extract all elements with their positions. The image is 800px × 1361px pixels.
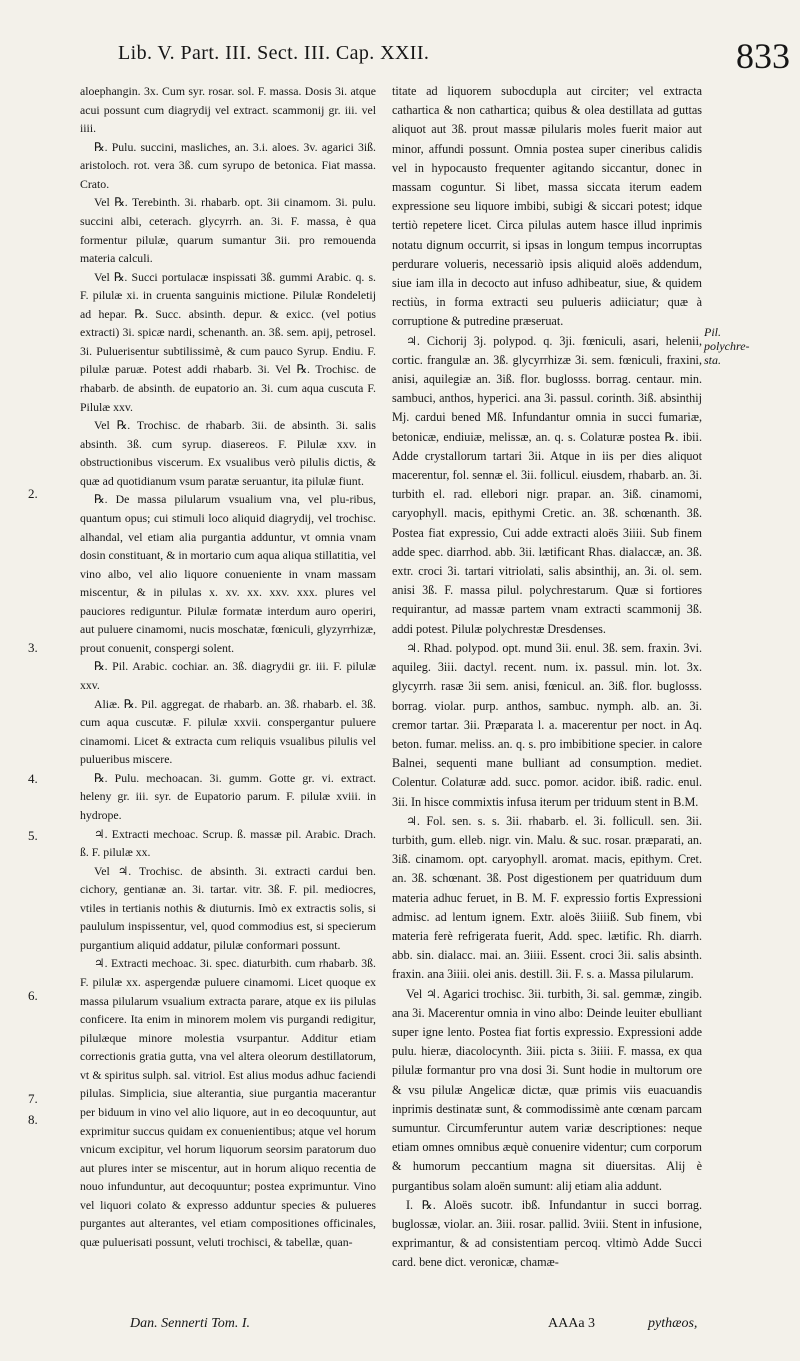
paragraph: ♃. Fol. sen. s. s. 3ii. rhabarb. el. 3i. follicull. sen. 3ii. turbith, gum. elleb. nigr. vin. Malu. & suc. rosar. præparati, an. 3iß. cinamom. opt. caryophyll. aromat. macis, epithym. Cret. an. 3ß. schœnant. 3ß. Post digestionem per quatriduum dum materia adhuc feruet, in B. M. F. expressio fortis Expressioni admisc. ad lentum ignem. Extr. aloës 3iiiiß. Sub finem, vbi materia ferè refrigerata fuerit, Add. spec. lætific. Rh. diarrh. abb. sin. dialacc. mai. an. 3iiii. Essent. croci 3ii. salis absinth. fraxin. ana 3iiii. olei anis. destill. 3ii. F. s. a. Massa pilularum. xyxy=(392,813,702,982)
paragraph: Aliæ. ℞. Pil. aggregat. de rhabarb. an. 3ß. rhabarb. el. 3ß. cum aqua cuscutæ. F. pilulæ xxvii. conspergantur puluere cinamomi. Licet & extracta cum reliquis vsualibus pilulis vel pulueribus miscere. xyxy=(80,696,376,767)
paragraph: ♃. Extracti mechoac. 3i. spec. diaturbith. cum rhabarb. 3ß. F. pilulæ xx. aspergendæ puluere cinamomi. Licet quoque ex massa pilularum vsualium extracta parare, atque ex iis pilulas conficere. Ita enim in minorem molem vis purgandi redigitur, pilulæque minore molestia vsurpantur. Additur etiam correctionis gratia gutta, vna vel altera oleorum destillatorum, vt & spiritus sulph. sal. vitriol. Est alius modus adhuc faciendi pilulas. Simplicia, siue alterantia, siue purgantia macerantur per biduum in vino vel alio liquore, aut in eo decoquuntur, aut exprimitur succus quidam ex conuenientibus; atque vel horum vnicum excipitur, vel horum liquorum seorsim paratorum duo aut plures inter se miscentur, aut in horum aliquo recentia de nouo infunduntur, aut decoquuntur; postea exprimuntur. Vino vel liquori colato & expresso adduntur species & pulueres purgantes aut alterantes, vel etiam compositiones officinales, quæ puluerisati possunt, veluti trochisci, & tabellæ, quan- xyxy=(80,956,376,1249)
margin-number: 8. xyxy=(28,1112,38,1127)
paragraph: ℞. Pulu. mechoacan. 3i. gumm. Gotte gr. vi. extract. heleny gr. iii. syr. de Eupatorio parum. F. pilulæ xviii. in hydrope. xyxy=(80,770,376,822)
paragraph: ♃. Rhad. polypod. opt. mund 3ii. enul. 3ß. sem. fraxin. 3vi. aquileg. 3iii. dactyl. recent. num. ix. passul. min. lot. 3x. glycyrrh. rasæ 3ii sem. anisi, fœnicul. an. 3iß. flor. buglosss. borrag. violar. purp. anthos, sambuc. nymph. alb. an. 3i. cremor tartar. 3ii. Præparata l. a. macerentur per noct. in Aq. beton. fumar. meliss. an. q. s. pro imbibitione specier. in calore Balnei, sequenti mane bulliant ad consumption. mediet. Colentur. Colaturæ add. succ. pomor. acidor. ibiß. radic. enul. 3ii. In hisce commixtis infusa iterum per triduum stent in B.M. xyxy=(392,640,702,809)
paragraph: ♃. Extracti mechoac. Scrup. ß. massæ pil. Arabic. Drach. ß. F. pilulæ xx. xyxy=(80,826,376,860)
paragraph: Vel ℞. Succi portulacæ inspissati 3ß. gummi Arabic. q. s. F. pilulæ xi. in cruenta sanguinis mictione. Pilulæ Rondeletij ad hepar. ℞. Succ. absinth. depur. & exicc. (vel potius extracti) 3i. spicæ nardi, schenanth. an. 3ß. sem. apij, petrosel. 3i. Puluerisentur subtilissimè, & cum pauco Syrup. Endiu. F. pilulæ paruæ. Potest addi rhabarb. 3i. Vel ℞. Trochisc. de rhabarb. de absinth. de eupatorio an. 3i. cum aqua cuscuta F. Pilulæ xxv. xyxy=(80,269,376,414)
left-column xyxy=(80,82,376,1251)
signature-mark: AAAa 3 xyxy=(548,1316,596,1331)
paragraph: ℞. Pulu. succini, masliches, an. 3.i. aloes. 3v. agarici 3iß. aristoloch. rot. vera 3ß. cum syrupo de betonica. Fiat massa. Crato. xyxy=(80,139,376,191)
paragraph: aloephangin. 3x. Cum syr. rosar. sol. F. massa. Dosis 3i. atque acui possunt cum diagrydij vel extract. scammonij gr. iii. vel iiii. xyxy=(80,84,376,136)
margin-number: 4. xyxy=(28,771,38,786)
paragraph: Vel ℞. Trochisc. de rhabarb. 3ii. de absinth. 3i. salis absinth. 3ß. cum syrup. diasereos. F. Pilulæ xxv. in obstructionibus viscerum. Ex vsualibus verò pilulis dictis, & quæ ad quotidianum vsum paratæ seruantur, ita pilulæ fiunt. xyxy=(80,418,376,488)
paragraph: titate ad liquorem subocdupla aut circiter; vel extracta cathartica & non cathartica; quibus & olea destillata ad guttas aliquot aut 3ß. prout massæ pilularis moles fuerit maior aut minor, affundi possunt. Omnia postea super cineribus calidis vel in hypocausto frequenter agitando siccantur, donec in massam coguntur. Si libet, massa siccata iterum eadem expressione seu liquore imbibi, subigi & siccari potest; idque tertiò repetere licet. Circa pilulas autem hasce illud inprimis notatu dignum occurrit, si ipsas in longum tempus incorruptas perdurare volueris, necessariò ipsis aliquid aloës addendum, siue iam illa in decocto aut infuso adhibeatur, siue, & quidem rectiùs, in forma extracti seu pulueris adiiciatur; quæ à corruptione & putredine præseruat. xyxy=(392,84,702,329)
catchword: pythæos, xyxy=(648,1316,698,1331)
margin-note-polychresta: Pil. polychre-sta. xyxy=(704,325,750,367)
paragraph: ℞. Pil. Arabic. cochiar. an. 3ß. diagrydii gr. iii. F. pilulæ xxv. xyxy=(80,659,376,692)
paragraph: I. ℞. Aloës sucotr. ibß. Infundantur in succi borrag. buglossæ, violar. an. 3iii. rosar. pallid. 3viii. Stent in infusione, exprimantur, & ad consistentiam percoq. vltimò Adde Succi card. bene dict. veronicæ, chamæ- xyxy=(392,1197,702,1270)
paragraph: ♃. Cichorij 3j. polypod. q. 3ji. fœniculi, asari, helenii, cortic. frangulæ an. 3ß. glycyrrhizæ 3i. sem. fœniculi, fraxini, anisi, aquilegiæ an. 3iß. flor. buglosss. borrag. centaur. min. sambuci, anthos, hyperici. ana 3i. passul. corinth. 3iß. absinthij Mj. cardui bened Mß. Infundantur omnia in succi fumariæ, betonicæ, endiuiæ, melissæ, an. q. s. Colaturæ postea ℞. ibii. Adde crystallorum tartari 3ii. Atque in iis per dies aliquot macerentur, fol. sennæ el. 3ii. follicul. eiusdem, rhabarb. an. 3i. turbith el. rad. ellebori nigr. prapar. an. 3iß. cinamomi, caryophyll. macis, epithymi Cretic. an. 3ß. schœnanth. 3ß. Postea fiat expressio, Cui adde extracti aloës 3iiii. Sub finem adde spec. diarrhod. abb. 3ii. lætificant Rhas. dialaccæ, an. 3ß. extr. croci 3i. tartari vitriolati, salis absinthij, an. 3i. ol. sem. anisi 3ß. F. massa pilul. polychrestarum. Quæ si fortiores requirantur, ad massæ partem vnam extracti scammonij 3ß. addi potest. Pilulæ polychrestæ Dresdenses. xyxy=(392,333,702,636)
margin-number: 7. xyxy=(28,1091,38,1106)
margin-number: 6. xyxy=(28,988,38,1003)
paragraph: Vel ♃. Trochisc. de absinth. 3i. extracti cardui ben. cichory, gentianæ an. 3i. tartar. vitr. 3ß. F. pil. mediocres, vtiles in tertianis nothis & diuturnis. Imò ex extractis solis, si paululum inspissentur, vel, quod commodius est, si specierum purgantium aliquid addatur, pilulæ conformari possunt. xyxy=(80,863,376,952)
paragraph: Vel ℞. Terebinth. 3i. rhabarb. opt. 3ii cinamom. 3i. pulu. succini albi, ceterach. glycyrrh. an. 3i. F. massa, è qua formentur pilulæ, quarum sumantur 3ii. pro remouenda materia calculi. xyxy=(80,195,376,266)
running-header: Lib. V. Part. III. Sect. III. Cap. XXII. xyxy=(118,42,430,64)
paragraph: ℞. De massa pilularum vsualium vna, vel plu-ribus, quantum opus; cui stimuli loco aliquid diagrydij, vel trochisc. alhandal, vel etiam alia purgantia adduntur, vt omnia vnam dosin constituant, & in mortario cum aqua aliqua stillatitia, vel vino albo, vel alio liquore conueniente in vnam massam miscentur, & in pilulas x. xv. xx. xxv. xxx. plures vel pauciores rediguntur. Pilulæ formatæ interdum auro operiri, aut puluere cinamomi, nucis moschatæ, fœniculi, glyzyrrhizæ, prout conuenit, conspergi solent. xyxy=(80,492,376,655)
margin-number: 2. xyxy=(28,486,38,501)
margin-number: 5. xyxy=(28,828,38,843)
margin-number: 3. xyxy=(28,640,38,655)
paragraph: Vel ♃. Agarici trochisc. 3ii. turbith, 3i. sal. gemmæ, zingib. ana 3i. Macerentur omnia in vino albo: Deinde leuiter ebulliant super igne lento. Postea fiat fortis expressio. Expressioni adde pulu. hieræ, diacolocynth. 3iii. picta s. 3iiii. F. massa, ex qua pilulæ formantur pro vna dosi 3i. Sunt hodie in multorum ore & vsu pilulæ Angelicæ dictæ, quæ primis viis euacuandis inprimis destinatæ sunt, & commodissimè ante cœnam parcam sumuntur. Circumferuntur autem variæ descriptiones: neque etiam omnes omnibus æquè conuenire videntur; cum corporum & humorum peccantium magna sit diuersitas. Alij è purgantibus solam aloën sumunt: alij etiam alia addunt. xyxy=(392,986,702,1193)
right-column xyxy=(392,82,702,1273)
page-number: 833 xyxy=(736,36,790,76)
footer-author: Dan. Sennerti Tom. I. xyxy=(130,1316,251,1331)
